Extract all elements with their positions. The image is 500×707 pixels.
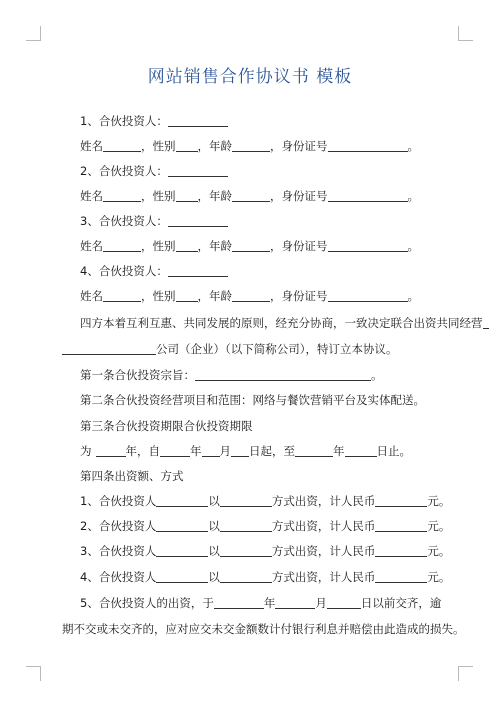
clause-text: 年 — [263, 596, 276, 610]
blank-field[interactable] — [168, 164, 228, 177]
blank-field[interactable] — [295, 444, 333, 457]
preamble-line-1 — [80, 316, 489, 330]
term-text: 年，自 — [125, 444, 160, 458]
blank-field[interactable] — [103, 139, 141, 152]
article-1 — [80, 368, 383, 382]
contribution-text: 以 — [208, 494, 220, 508]
blank-field[interactable] — [176, 239, 198, 252]
investor-label: 3、合伙投资人： — [80, 214, 168, 228]
blank-field[interactable] — [345, 444, 377, 457]
contribution-1 — [80, 494, 450, 508]
period: 。 — [371, 368, 383, 382]
company-name-blank[interactable] — [62, 342, 156, 355]
clause-5-line-2 — [62, 622, 465, 636]
age-label: ，年龄 — [197, 189, 232, 203]
gender-label: ，性别 — [141, 139, 176, 153]
term-text: 年 — [190, 444, 202, 458]
blank-field[interactable] — [156, 519, 208, 532]
blank-field[interactable] — [483, 316, 489, 329]
contribution-text: 以 — [208, 570, 220, 584]
period: 。 — [407, 289, 419, 303]
period: 。 — [407, 189, 419, 203]
clause-text: 日以前交齐，逾 — [360, 596, 442, 610]
contribution-2 — [80, 519, 450, 533]
preamble-text: 四方本着互利互惠、共同发展的原则，经充分协商，一致决定联合出资共同经营 — [80, 316, 483, 330]
blank-field[interactable] — [214, 596, 264, 609]
name-label: 姓名 — [80, 139, 103, 153]
crop-mark-bottom-left — [26, 666, 41, 681]
contribution-text: 元。 — [427, 494, 451, 508]
clause-5-line-1 — [80, 596, 441, 610]
blank-field[interactable] — [156, 494, 208, 507]
blank-field[interactable] — [328, 189, 408, 202]
contribution-text: 2、合伙投资人 — [80, 519, 157, 533]
investor-3-details-line — [80, 239, 419, 253]
name-label: 姓名 — [80, 239, 103, 253]
blank-field[interactable] — [275, 596, 315, 609]
blank-field[interactable] — [375, 519, 427, 532]
blank-field[interactable] — [220, 519, 272, 532]
period: 。 — [407, 239, 419, 253]
blank-field[interactable] — [168, 264, 228, 277]
contribution-text: 1、合伙投资人 — [80, 494, 157, 508]
blank-field[interactable] — [220, 544, 272, 557]
blank-field[interactable] — [232, 139, 270, 152]
term-line — [80, 444, 411, 458]
contribution-4 — [80, 570, 450, 584]
article-heading: 第三条合伙投资期限合伙投资期限 — [80, 419, 253, 433]
id-label: ，身份证号 — [270, 239, 328, 253]
contribution-text: 方式出资，计人民币 — [271, 519, 376, 533]
investor-2-label-line — [80, 164, 228, 178]
blank-field[interactable] — [232, 289, 270, 302]
name-label: 姓名 — [80, 289, 103, 303]
gender-label: ，性别 — [141, 189, 176, 203]
clause-text: 5、合伙投资人的出资，于 — [80, 596, 214, 610]
article-heading: 第二条合伙投资经营项目和范围：网络与餐饮营销平台及实体配送。 — [80, 393, 425, 407]
contribution-text: 以 — [208, 544, 220, 558]
term-text: 为 — [80, 444, 92, 458]
purpose-blank[interactable] — [195, 368, 371, 381]
article-heading: 第一条合伙投资宗旨： — [80, 368, 195, 382]
contribution-text: 方式出资，计人民币 — [271, 494, 376, 508]
investor-4-label-line — [80, 264, 228, 278]
article-4 — [80, 469, 184, 483]
blank-field[interactable] — [328, 239, 408, 252]
term-text: 年 — [333, 444, 345, 458]
investor-label: 4、合伙投资人： — [80, 264, 168, 278]
id-label: ，身份证号 — [270, 289, 328, 303]
contribution-3 — [80, 544, 450, 558]
period: 。 — [407, 139, 419, 153]
blank-field[interactable] — [160, 444, 190, 457]
clause-text: 期不交或未交齐的，应对应交未交金额数计付银行利息并赔偿由此造成的损失。 — [62, 622, 465, 636]
contribution-text: 元。 — [427, 544, 451, 558]
id-label: ，身份证号 — [270, 139, 328, 153]
blank-field[interactable] — [231, 444, 249, 457]
gender-label: ，性别 — [141, 239, 176, 253]
contribution-text: 方式出资，计人民币 — [271, 544, 376, 558]
blank-field[interactable] — [327, 596, 361, 609]
contribution-text: 方式出资，计人民币 — [271, 570, 376, 584]
investor-label: 1、合伙投资人： — [80, 114, 168, 128]
blank-field[interactable] — [156, 570, 208, 583]
blank-field[interactable] — [232, 189, 270, 202]
investor-1-label-line — [80, 114, 228, 128]
investor-3-label-line — [80, 214, 228, 228]
blank-field[interactable] — [176, 289, 198, 302]
blank-field[interactable] — [328, 139, 408, 152]
blank-field[interactable] — [202, 444, 220, 457]
blank-field[interactable] — [232, 239, 270, 252]
blank-field[interactable] — [103, 189, 141, 202]
age-label: ，年龄 — [197, 239, 232, 253]
contribution-text: 以 — [208, 519, 220, 533]
crop-mark-bottom-right — [458, 666, 473, 681]
investor-1-details-line — [80, 139, 419, 153]
contribution-text: 4、合伙投资人 — [80, 570, 157, 584]
investor-2-details-line — [80, 189, 419, 203]
term-text: 日止。 — [376, 444, 411, 458]
blank-field[interactable] — [168, 214, 228, 227]
contribution-text: 3、合伙投资人 — [80, 544, 157, 558]
clause-text: 月 — [315, 596, 327, 610]
term-text: 日起，至 — [249, 444, 295, 458]
blank-field[interactable] — [375, 544, 427, 557]
preamble-line-2 — [62, 342, 398, 356]
blank-field[interactable] — [103, 239, 141, 252]
blank-field[interactable] — [176, 189, 198, 202]
contribution-text: 元。 — [427, 519, 451, 533]
preamble-text: 公司（企业）（以下简称公司），特订立本协议。 — [156, 342, 398, 356]
blank-field[interactable] — [176, 139, 198, 152]
document-title: 网站销售合作协议书 模板 — [147, 67, 353, 87]
gender-label: ，性别 — [141, 289, 176, 303]
article-3 — [80, 419, 253, 433]
blank-field[interactable] — [156, 544, 208, 557]
blank-field[interactable] — [168, 114, 228, 127]
age-label: ，年龄 — [197, 139, 232, 153]
crop-mark-top-right — [458, 26, 473, 41]
blank-field[interactable] — [220, 494, 272, 507]
blank-field[interactable] — [103, 289, 141, 302]
investor-label: 2、合伙投资人： — [80, 164, 168, 178]
term-text: 月 — [219, 444, 231, 458]
blank-field[interactable] — [375, 570, 427, 583]
blank-field[interactable] — [220, 570, 272, 583]
blank-field[interactable] — [96, 444, 126, 457]
article-heading: 第四条出资额、方式 — [80, 469, 184, 483]
contribution-text: 元。 — [427, 570, 451, 584]
name-label: 姓名 — [80, 189, 103, 203]
article-2 — [80, 393, 425, 407]
id-label: ，身份证号 — [270, 189, 328, 203]
crop-mark-top-left — [26, 26, 41, 41]
investor-4-details-line — [80, 289, 419, 303]
age-label: ，年龄 — [197, 289, 232, 303]
blank-field[interactable] — [328, 289, 408, 302]
blank-field[interactable] — [375, 494, 427, 507]
